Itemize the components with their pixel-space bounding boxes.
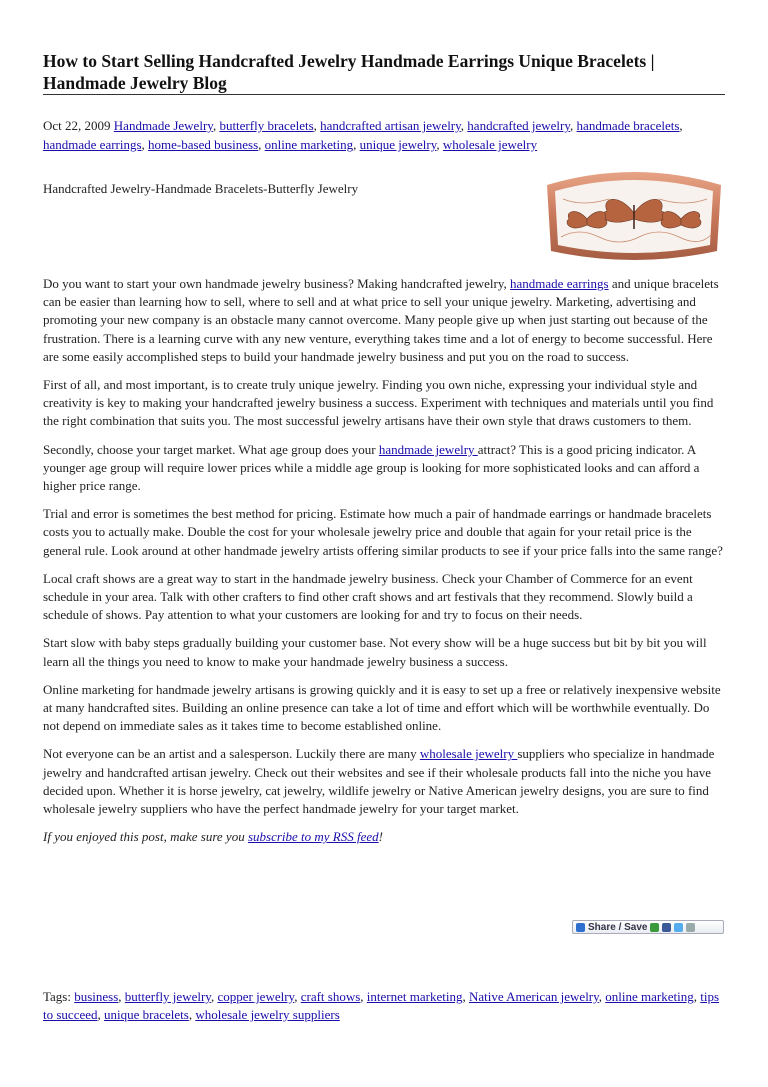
paragraph: Online marketing for handmade jewelry artisans is growing quickly and it is easy to set up a free or relatively inexpensive website at many handcrafted sites. Building an online presence can take a lot of time and effort which will be worthwhile eventually. Do not depend on immediate sales as it takes time to become established online. (43, 681, 721, 734)
handmade-earrings-link[interactable]: handmade earrings (510, 276, 609, 291)
text: Do you want to start your own handmade jewelry business? Making handcrafted jewelry, (43, 276, 511, 291)
text: suppliers who specialize in handmade jewelry and handcrafted artisan jewelry. Check out their websites and see if their wholesale products fall into the niche you have decided upon. Whether it is horse jewelry, cat jewelry, wildlife jewelry or Native American jewelry designs, you are sure to find wholesale jewelry suppliers who have the perfect handmade jewelry for your target market. (43, 746, 715, 817)
tag-link[interactable]: butterfly jewelry (124, 989, 211, 1004)
text: Secondly, choose your target market. What age group does your (43, 441, 379, 457)
share-icon (576, 923, 585, 932)
paragraph: Trial and error is sometimes the best method for pricing. Estimate how much a pair of handmade earrings or handmade bracelets costs you to actually make. Double the cost for your wholesale jewelry price and double that again for your retail price is the general rule. Look around at other handmade jewelry artists offering similar products to see if your price falls into the same range? (43, 506, 723, 558)
category-link[interactable]: handcrafted artisan jewelry (320, 118, 461, 133)
share-save-button[interactable] (572, 920, 724, 934)
text: attract? This is a good pricing indicator. A younger age group will require lower prices while a middle age group is looking for more sophisticated looks and can afford a higher price range. (43, 441, 700, 494)
category-link[interactable]: handcrafted jewelry (467, 118, 571, 133)
tag-link[interactable]: copper jewelry (217, 989, 295, 1004)
tag-link[interactable]: unique bracelets (104, 1007, 189, 1022)
category-link[interactable]: handmade bracelets (576, 118, 680, 133)
share-label: Share / Save (588, 921, 648, 933)
handmade-jewelry-link[interactable]: handmade jewelry (378, 441, 478, 457)
text: Not everyone can be an artist and a salesperson. Luckily there are many (43, 746, 420, 762)
paragraph: First of all, and most important, is to create truly unique jewelry. Finding you own niche, expressing your individual style and creativity is key to making your handcrafted jewelry business a success. Experiment with techniques and materials until you find the right combination that suits you. The most successful jewelry artisans have their own style that draws customers to them. (43, 377, 714, 429)
paragraph: Local craft shows are a great way to start in the handmade jewelry business. Check your Chamber of Commerce for an event schedule in your area. Talk with other crafters to find other craft shows and art festivals that they recommend. Slowly build a schedule of shows. Pay attention to what your customers are looking for and try to focus on their needs. (43, 570, 693, 623)
text: If you enjoyed this post, make sure you (43, 829, 248, 845)
tags-label: Tags: (43, 989, 75, 1004)
tag-link[interactable]: tips to succeed (43, 989, 720, 1022)
category-link[interactable]: unique jewelry (359, 137, 437, 152)
tag-link[interactable]: Native American jewelry (468, 989, 599, 1004)
tag-link[interactable]: business (74, 989, 119, 1004)
email-icon (650, 923, 659, 932)
category-link[interactable]: butterfly bracelets (219, 118, 314, 133)
twitter-icon (674, 923, 683, 932)
more-icon (686, 923, 695, 932)
paragraph (43, 275, 725, 366)
page-title: How to Start Selling Handcrafted Jewelry Handmade Earrings Unique Bracelets | Handmade Jewelry Blog (43, 50, 725, 95)
facebook-icon (662, 923, 671, 932)
butterfly-bracelet-image (539, 163, 729, 269)
post-meta: Oct 22, 2009 Handmade Jewelry, butterfly bracelets, handcrafted artisan jewelry, handcrafted jewelry, handmade bracelets, handmade earrings, home-based business, online marketing, unique jewelry, wholesale jewelry (43, 118, 683, 152)
wholesale-jewelry-link[interactable]: wholesale jewelry (419, 746, 518, 762)
paragraph: Start slow with baby steps gradually building your customer base. Not every show will be a huge success but bit by bit you will learn all the things you need to know to make your handmade jewelry business a success. (43, 635, 707, 669)
category-link[interactable]: Handmade Jewelry (113, 118, 213, 133)
paragraph (43, 441, 725, 496)
text: and unique bracelets can be easier than learning how to sell, where to sell and at what price to sell your unique jewelry. Marketing, advertising and promoting your new company is an obstacle many cannot overcome. Many people give up when just starting out because of the frustration. There is a learning curve with any new venture, everything takes time and a lot of energy to become successful. Here are some easily accomplished steps to build your handmade jewelry business and put you on the road to success. (43, 276, 719, 364)
image-caption: Handcrafted Jewelry-Handmade Bracelets-Butterfly Jewelry (43, 181, 359, 196)
post-date: Oct 22, 2009 (43, 118, 111, 133)
tags: Tags: business, butterfly jewelry, copper jewelry, craft shows, internet marketing, Native American jewelry, online marketing, tips to succeed, unique bracelets, wholesale jewelry suppliers (43, 989, 720, 1022)
category-link[interactable]: handmade earrings (43, 137, 142, 152)
rss-subscribe-link[interactable]: subscribe to my RSS feed (247, 829, 379, 845)
tag-link[interactable]: online marketing (605, 989, 694, 1004)
category-link[interactable]: home-based business (148, 137, 259, 152)
category-link[interactable]: wholesale jewelry (442, 137, 538, 152)
tag-link[interactable]: internet marketing (366, 989, 463, 1004)
tag-link[interactable]: wholesale jewelry suppliers (195, 1007, 340, 1022)
article-body (43, 275, 725, 856)
tag-link[interactable]: craft shows (300, 989, 361, 1004)
text: ! (378, 829, 383, 845)
paragraph (43, 745, 725, 818)
rss-promo (43, 828, 725, 846)
category-link[interactable]: online marketing (264, 137, 354, 152)
